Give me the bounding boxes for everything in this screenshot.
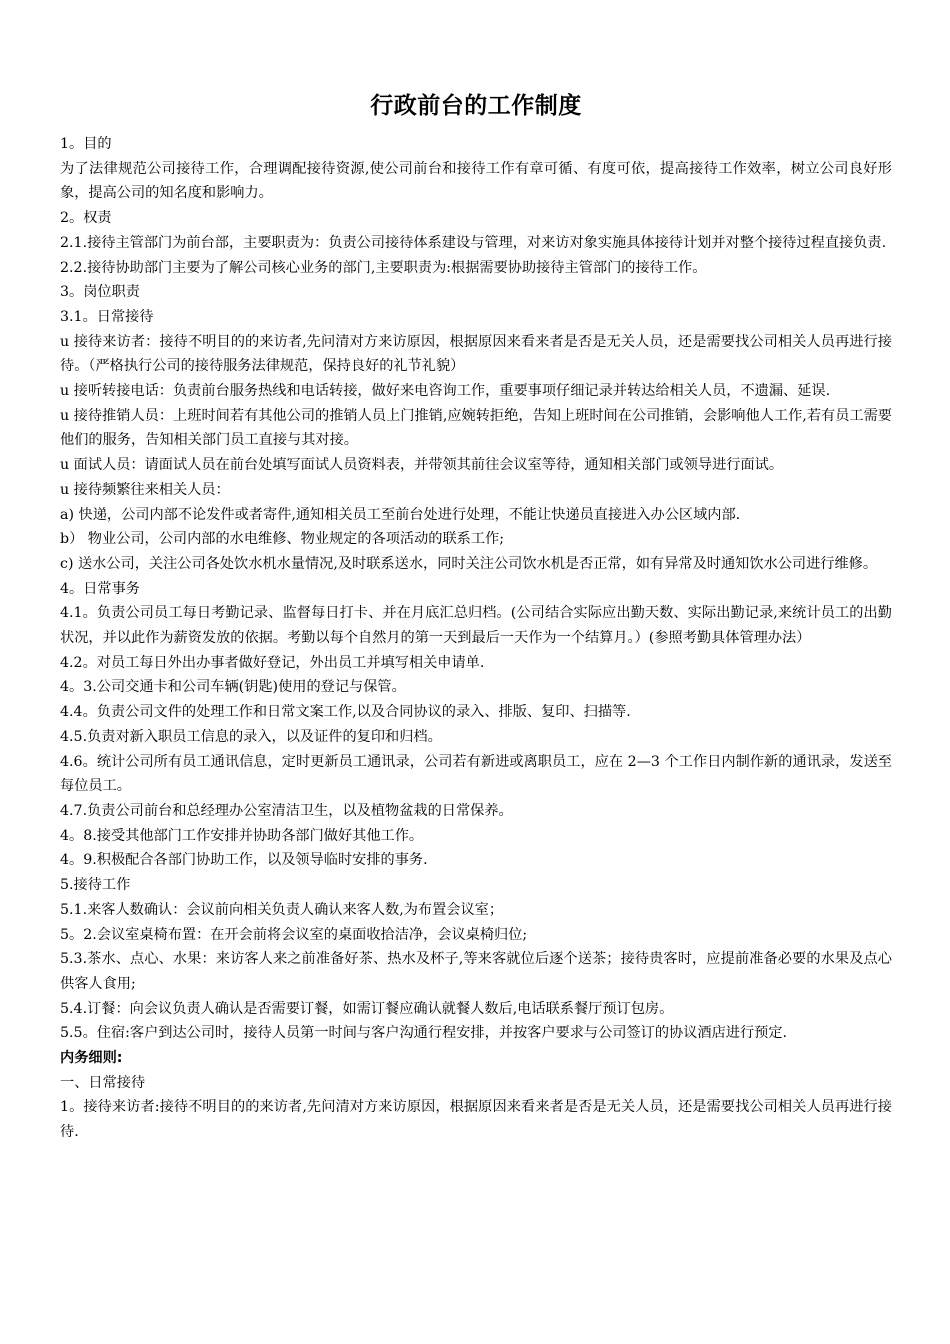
paragraph: 4。日常事务 (60, 580, 140, 597)
paragraph: 5.5。住宿:客户到达公司时，接待人员第一时间与客户沟通行程安排，并按客户要求与公司签订的协议酒店进行预定. (60, 1025, 788, 1042)
paragraph: 5.1.来客人数确认：会议前向相关负责人确认来客人数,为布置会议室； (60, 901, 504, 918)
paragraph: a) 快递，公司内部不论发件或者寄件,通知相关员工至前台处进行处理，不能让快递员直接进入办公区域内部. (60, 506, 741, 523)
paragraph: 2。权责 (60, 210, 112, 227)
document-page (60, 90, 892, 1145)
paragraph: 4.7.负责公司前台和总经理办公室清洁卫生，以及植物盆栽的日常保养。 (60, 802, 513, 819)
paragraph: u 接待来访者：接待不明目的的来访者,先问清对方来访原因，根据原因来看来者是否是无关人员，还是需要找公司相关人员再进行接待。（严格执行公司的接待服务法律规范，保持良好的礼节礼貌） (60, 333, 892, 375)
paragraph: b） 物业公司，公司内部的水电维修、物业规定的各项活动的联系工作; (60, 531, 504, 548)
paragraph: 1。目的 (60, 136, 112, 152)
paragraph: 5。2.会议室桌椅布置：在开会前将会议室的桌面收拾洁净，会议桌椅归位; (60, 926, 528, 943)
paragraph: 一、日常接待 (60, 1074, 146, 1091)
paragraph: 3.1。日常接待 (60, 308, 154, 325)
paragraph: u 接待频繁往来相关人员： (60, 481, 230, 498)
paragraph: 5.4.订餐：向会议负责人确认是否需要订餐，如需订餐应确认就餐人数后,电话联系餐厅预订包房。 (60, 1000, 674, 1017)
paragraph: 为了法律规范公司接待工作，合理调配接待资源,使公司前台和接待工作有章可循、有度可依，提高接待工作效率，树立公司良好形象，提高公司的知名度和影响力。 (60, 160, 892, 202)
paragraph: c) 送水公司，关注公司各处饮水机水量情况,及时联系送水，同时关注公司饮水机是否正常，如有异常及时通知饮水公司进行维修。 (60, 555, 878, 572)
paragraph: 4.1。负责公司员工每日考勤记录、监督每日打卡、并在月底汇总归档。(公司结合实际应出勤天数、实际出勤记录,来统计员工的出勤状况，并以此作为薪资发放的依据。考勤以每个自然月的第一天到最后一天作为一个结算月。）(参照考勤具体管理办法） (60, 605, 892, 647)
paragraph: 2.2.接待协助部门主要为了解公司核心业务的部门,主要职责为:根据需要协助接待主管部门的接待工作。 (60, 259, 707, 276)
paragraph: u 面试人员：请面试人员在前台处填写面试人员资料表，并带领其前往会议室等待，通知相关部门或领导进行面试。 (60, 457, 784, 474)
paragraph: 4.6。统计公司所有员工通讯信息，定时更新员工通讯录，公司若有新进或离职员工，应在 2—3 个工作日内制作新的通讯录，发送至每位员工。 (60, 753, 892, 795)
paragraph: 3。岗位职责 (60, 284, 140, 301)
paragraph: u 接待推销人员：上班时间若有其他公司的推销人员上门推销,应婉转拒绝，告知上班时间在公司推销，会影响他人工作,若有员工需要他们的服务，告知相关部门员工直接与其对接。 (60, 407, 892, 449)
paragraph: 5.接待工作 (60, 877, 131, 894)
section-heading: 内务细则: (60, 1050, 123, 1067)
paragraph: 4.2。对员工每日外出办事者做好登记，外出员工并填写相关申请单. (60, 654, 485, 671)
paragraph: 4.5.负责对新入职员工信息的录入，以及证件的复印和归档。 (60, 728, 442, 745)
document-title: 行政前台的工作制度 (370, 93, 582, 119)
paragraph: 5.3.茶水、点心、水果：来访客人来之前准备好茶、热水及杯子,等来客就位后逐个送茶；接待贵客时，应提前准备必要的水果及点心供客人食用; (60, 951, 892, 992)
paragraph: 4。9.积极配合各部门协助工作，以及领导临时安排的事务. (60, 852, 428, 869)
paragraph: 4。3.公司交通卡和公司车辆(钥匙)使用的登记与保管。 (60, 679, 406, 696)
paragraph: 2.1.接待主管部门为前台部，主要职责为：负责公司接待体系建设与管理，对来访对象实施具体接待计划并对整个接待过程直接负责. (60, 234, 887, 251)
paragraph: 4。8.接受其他部门工作安排并协助各部门做好其他工作。 (60, 827, 424, 844)
paragraph: 1。接待来访者:接待不明目的的来访者,先问清对方来访原因，根据原因来看来者是否是无关人员，还是需要找公司相关人员再进行接待. (60, 1099, 892, 1141)
paragraph: 4.4。负责公司文件的处理工作和日常文案工作,以及合同协议的录入、排版、复印、扫描等. (60, 704, 631, 721)
paragraph: u 接听转接电话：负责前台服务热线和电话转接，做好来电咨询工作，重要事项仔细记录并转达给相关人员，不遗漏、延误. (60, 383, 831, 400)
